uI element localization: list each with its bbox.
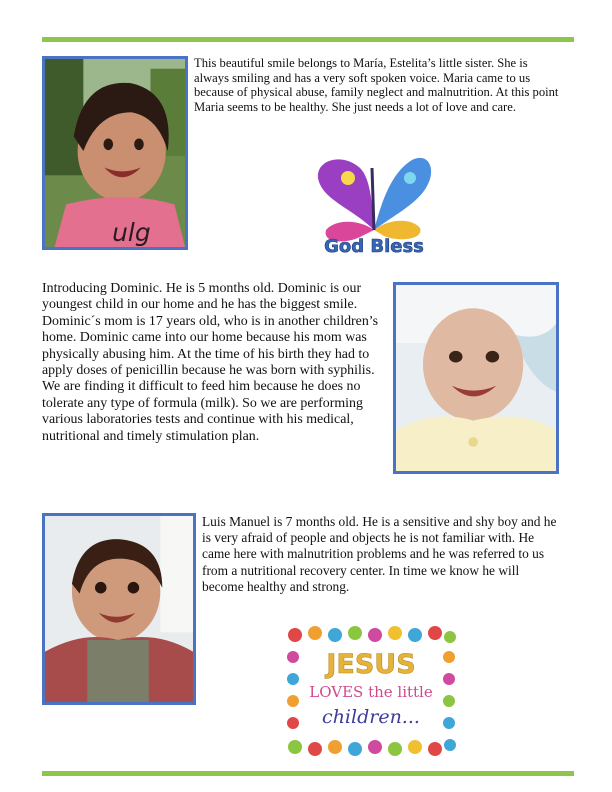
luis-manuel-description: Luis Manuel is 7 months old. He is a sensitive and shy boy and he is very afraid of people and objects he is not familiar with. He came here with malnutrition problems and he was referred to us from a nutritional recovery center. In time we know he will become healthy and strong. <box>202 514 557 594</box>
top-divider <box>42 37 574 42</box>
svg-text:LOVES the little: LOVES the little <box>309 683 433 701</box>
svg-text:JESUS: JESUS <box>326 649 416 680</box>
svg-text:ulg: ulg <box>112 218 151 247</box>
maria-description: This beautiful smile belongs to María, Estelita’s little sister. She is always smiling and has a very soft spoken voice. Maria came to us because of physical abuse, family neglect and malnutrition. At this point Maria seems to be healthy. She just needs a lot of love and care. <box>194 56 559 114</box>
bottom-divider <box>42 771 574 776</box>
photo-luis-manuel <box>42 513 196 705</box>
god-bless-logo <box>312 148 436 260</box>
svg-text:God Bless: God Bless <box>324 236 424 257</box>
svg-text:children...: children... <box>322 706 420 728</box>
photo-maria <box>42 56 188 250</box>
photo-dominic <box>393 282 559 474</box>
dominic-description: Introducing Dominic. He is 5 months old. Dominic is our youngest child in our home and he has the biggest smile. Dominic´s mom is 17 years old, who is in another children’s home. Dominic came into our home because his mom was physically abusing him. At the time of his birth they had to apply doses of penicillin because he was born with syphilis. We are finding it difficult to feed him because he does no tolerate any type of formula (milk). So we are performing various laboratories tests and continue with his medical, nutritional and timely stimulation plan. <box>42 281 379 444</box>
jesus-loves-children-logo <box>285 625 457 756</box>
butterfly-icon <box>318 159 374 230</box>
